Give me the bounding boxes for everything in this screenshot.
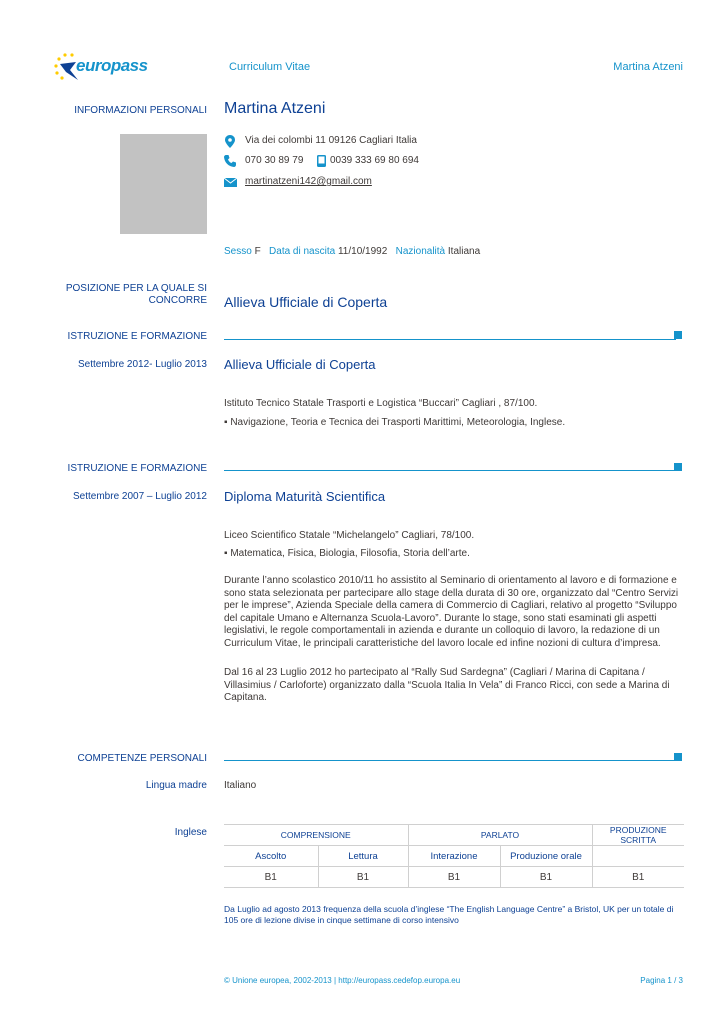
europass-logo bbox=[50, 52, 150, 82]
position-value: Allieva Ufficiale di Coperta bbox=[224, 294, 388, 310]
sex-value: F bbox=[254, 246, 261, 257]
mobile-number[interactable]: 0039 333 69 80 694 bbox=[330, 155, 419, 166]
nationality-label: Nazionalità bbox=[395, 246, 446, 257]
sub-empty bbox=[592, 846, 684, 867]
sub-ascolto: Ascolto bbox=[224, 846, 318, 867]
edu1-dates: Settembre 2012- Luglio 2013 bbox=[78, 359, 207, 370]
edu2-paragraph-1: Durante l’anno scolastico 2010/11 ho assistito al Seminario di orientamento al lavoro e di formazione e sono stata selezionata per partecipare allo stage della durata di 30 ore, organizzato dal “Centro Servizi per le imprese”, Azienda Speciale della camera di Commercio di Cagliari, relativo al progetto “Sviluppo del capitale Umano e Alternanza Scuola-Lavoro”. Durante lo stage, sono stati esaminati gli aspetti legislativi, le regole comportamentali in azienda e durante un colloquio di lavoro, la redazione di un Curriculum Vitae, le principali caratteristiche del lavoro locale ed infine nozioni di cultura d’impresa. bbox=[224, 575, 679, 649]
location-icon bbox=[225, 135, 235, 148]
section-marker bbox=[674, 753, 682, 761]
section-label-personal: INFORMAZIONI PERSONALI bbox=[74, 105, 207, 116]
sex-label: Sesso bbox=[224, 246, 252, 257]
edu1-school: Istituto Tecnico Statale Trasporti e Logistica “Buccari” Cagliari , 87/100. bbox=[224, 398, 538, 409]
english-note: Da Luglio ad agosto 2013 frequenza della scuola d’inglese “The English Language Centre” a Bristol, UK per un totale di 105 ore di lezione divise in cinque settimane di corso intensivo bbox=[224, 904, 674, 925]
header-parlato: PARLATO bbox=[408, 825, 592, 846]
mobile-icon bbox=[317, 155, 326, 167]
birth-value: 11/10/1992 bbox=[337, 246, 388, 257]
level-produzione-scritta: B1 bbox=[592, 867, 684, 888]
photo-placeholder bbox=[120, 134, 207, 234]
phone-icon bbox=[224, 155, 236, 167]
sub-interazione: Interazione bbox=[408, 846, 500, 867]
email-icon bbox=[224, 178, 237, 187]
english-label: Inglese bbox=[174, 827, 207, 838]
section-divider bbox=[224, 339, 676, 340]
header-name: Martina Atzeni bbox=[613, 61, 683, 73]
sub-lettura: Lettura bbox=[318, 846, 408, 867]
phone-number[interactable]: 070 30 89 79 bbox=[245, 155, 304, 166]
sub-produzione-orale: Produzione orale bbox=[500, 846, 592, 867]
header-produzione-scritta: PRODUZIONE SCRITTA bbox=[592, 825, 684, 846]
address: Via dei colombi 11 09126 Cagliari Italia bbox=[245, 135, 417, 146]
section-divider bbox=[224, 760, 676, 761]
section-label-edu2: ISTRUZIONE E FORMAZIONE bbox=[67, 463, 207, 474]
position-label-line2: CONCORRE bbox=[148, 295, 207, 306]
section-marker bbox=[674, 331, 682, 339]
mother-tongue-label: Lingua madre bbox=[145, 780, 207, 791]
logo-text: europass bbox=[76, 56, 148, 75]
level-ascolto: B1 bbox=[224, 867, 318, 888]
edu1-title: Allieva Ufficiale di Coperta bbox=[224, 357, 376, 372]
edu2-dates: Settembre 2007 – Luglio 2012 bbox=[73, 491, 207, 502]
language-table bbox=[224, 824, 684, 888]
footer-copyright: © Unione europea, 2002-2013 | http://europass.cedefop.europa.eu bbox=[224, 976, 461, 985]
mother-tongue-value: Italiano bbox=[224, 780, 257, 791]
nationality-value: Italiana bbox=[447, 246, 481, 257]
edu2-paragraph-2: Dal 16 al 23 Luglio 2012 ho partecipato al “Rally Sud Sardegna” (Cagliari / Marina di Capitana / Villasimius / Carloforte) organizzato dalla “Scuola Italia In Vela” di Franco Ricci, con sede a Marina di Capitana. bbox=[224, 667, 670, 703]
edu2-school: Liceo Scientifico Statale “Michelangelo” Cagliari, 78/100. bbox=[224, 530, 475, 541]
position-label-line1: POSIZIONE PER LA QUALE SI bbox=[65, 283, 207, 294]
edu2-subjects: ▪ Matematica, Fisica, Biologia, Filosofia, Storia dell’arte. bbox=[224, 548, 470, 559]
section-label-position bbox=[66, 283, 207, 307]
page-number: Pagina 1 / 3 bbox=[640, 976, 683, 985]
email-link[interactable]: martinatzeni142@gmail.com bbox=[245, 176, 372, 187]
doc-title: Curriculum Vitae bbox=[229, 61, 311, 73]
birth-label: Data di nascita bbox=[269, 246, 336, 257]
edu2-title: Diploma Maturità Scientifica bbox=[224, 489, 386, 504]
level-produzione-orale: B1 bbox=[500, 867, 592, 888]
level-interazione: B1 bbox=[408, 867, 500, 888]
personal-details-line bbox=[224, 246, 480, 257]
section-marker bbox=[674, 463, 682, 471]
edu1-subjects: ▪ Navigazione, Teoria e Tecnica dei Trasporti Marittimi, Meteorologia, Inglese. bbox=[224, 417, 566, 428]
section-label-skills: COMPETENZE PERSONALI bbox=[77, 753, 207, 764]
section-divider bbox=[224, 470, 676, 471]
section-label-edu1: ISTRUZIONE E FORMAZIONE bbox=[67, 331, 207, 342]
header-comprensione: COMPRENSIONE bbox=[224, 825, 408, 846]
level-lettura: B1 bbox=[318, 867, 408, 888]
candidate-name: Martina Atzeni bbox=[224, 100, 326, 117]
